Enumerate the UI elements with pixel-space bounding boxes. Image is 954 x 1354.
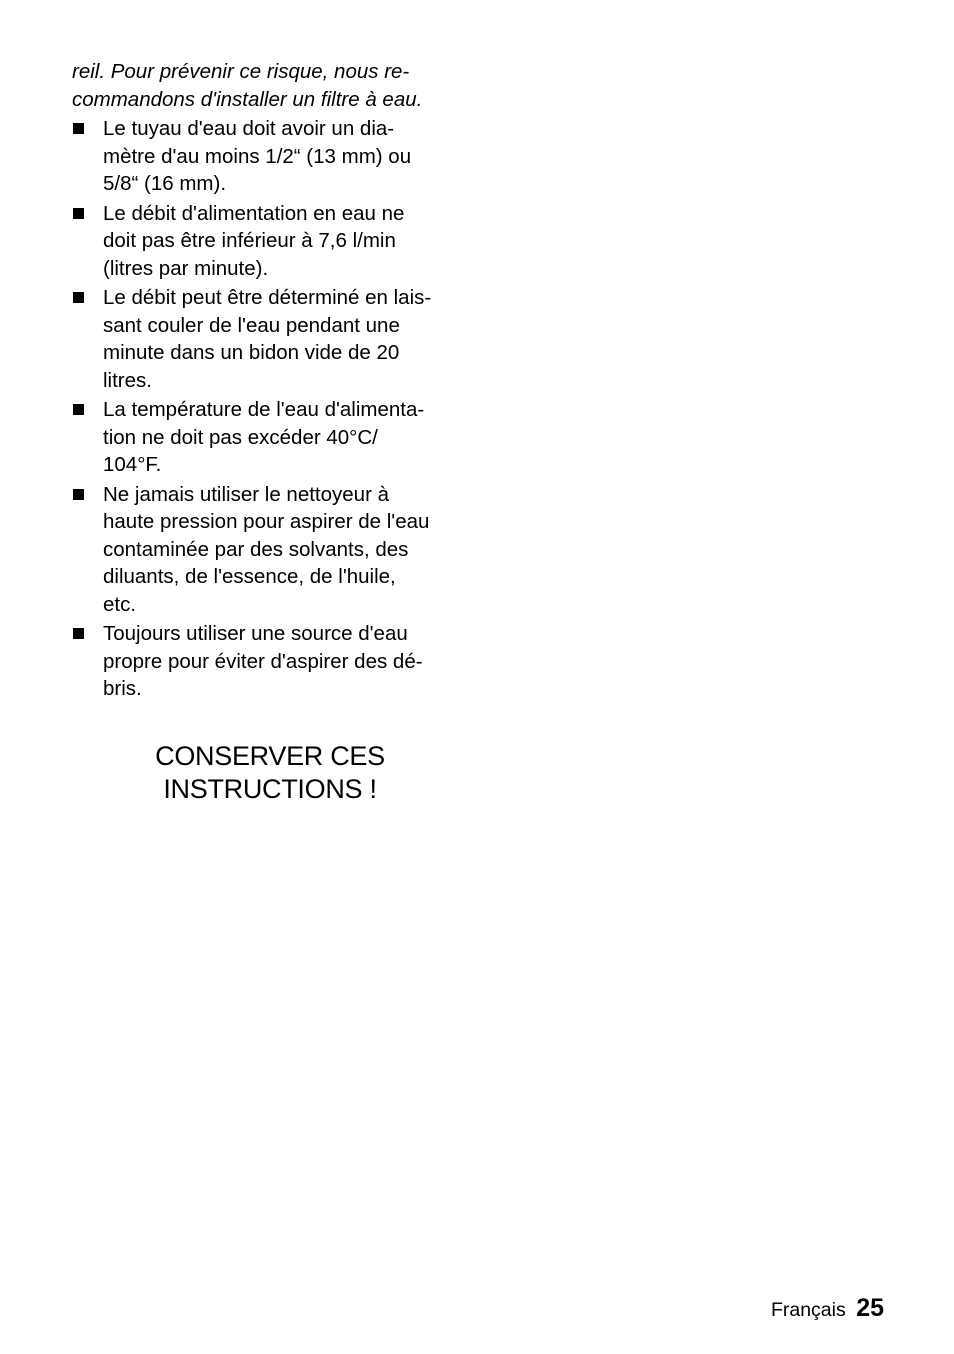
bullet-item (72, 481, 464, 619)
footer-language: Français (770, 1299, 846, 1321)
bullet-item (72, 200, 464, 283)
heading-line: INSTRUCTIONS ! (163, 774, 377, 805)
bullet-line: 104°F. (103, 453, 162, 476)
bullet-line: Le débit d'alimentation en eau ne (103, 201, 405, 225)
bullet-line: Ne jamais utiliser le nettoyeur à (103, 482, 389, 506)
bullet-line: 5/8“ (16 mm). (103, 172, 227, 195)
bullet-line: litres. (103, 368, 152, 392)
bullet-line: Le débit peut être déterminé en lais- (103, 286, 432, 309)
bullet-line: propre pour éviter d'aspirer des dé- (103, 649, 423, 673)
intro-line: commandons d'installer un filtre à eau. (72, 87, 423, 111)
bullet-line: Le tuyau d'eau doit avoir un dia- (103, 117, 395, 140)
bullet-line: doit pas être inférieur à 7,6 l/min (103, 229, 396, 252)
bullet-item (72, 115, 464, 198)
page-number: 25 (856, 1294, 884, 1322)
bullet-item (72, 620, 464, 703)
save-instructions-heading (72, 740, 468, 806)
bullet-line: Toujours utiliser une source d'eau (103, 622, 408, 645)
text-column (72, 58, 464, 703)
square-bullet-icon (73, 404, 84, 415)
bullet-line: minute dans un bidon vide de 20 (103, 341, 400, 364)
bullet-line: (litres par minute). (103, 256, 269, 280)
safety-bullet-list (72, 115, 464, 703)
bullet-line: tion ne doit pas excéder 40°C/ (103, 425, 378, 449)
bullet-line: La température de l'eau d'alimenta- (103, 398, 425, 421)
bullet-line: diluants, de l'essence, de l'huile, (103, 565, 396, 588)
bullet-item (72, 396, 464, 479)
bullet-line: mètre d'au moins 1/2“ (13 mm) ou (103, 144, 412, 168)
square-bullet-icon (73, 628, 84, 639)
square-bullet-icon (73, 489, 84, 500)
intro-line: reil. Pour prévenir ce risque, nous re- (72, 60, 410, 83)
square-bullet-icon (73, 208, 84, 219)
bullet-item (72, 284, 464, 394)
square-bullet-icon (73, 123, 84, 134)
bullet-line: haute pression pour aspirer de l'eau (103, 510, 430, 533)
bullet-line: bris. (103, 677, 142, 700)
heading-line: CONSERVER CES (155, 741, 385, 772)
intro-paragraph (72, 58, 464, 113)
bullet-line: sant couler de l'eau pendant une (103, 313, 400, 337)
bullet-line: etc. (103, 592, 137, 616)
square-bullet-icon (73, 292, 84, 303)
bullet-line: contaminée par des solvants, des (103, 537, 409, 561)
page-footer (771, 1294, 884, 1323)
